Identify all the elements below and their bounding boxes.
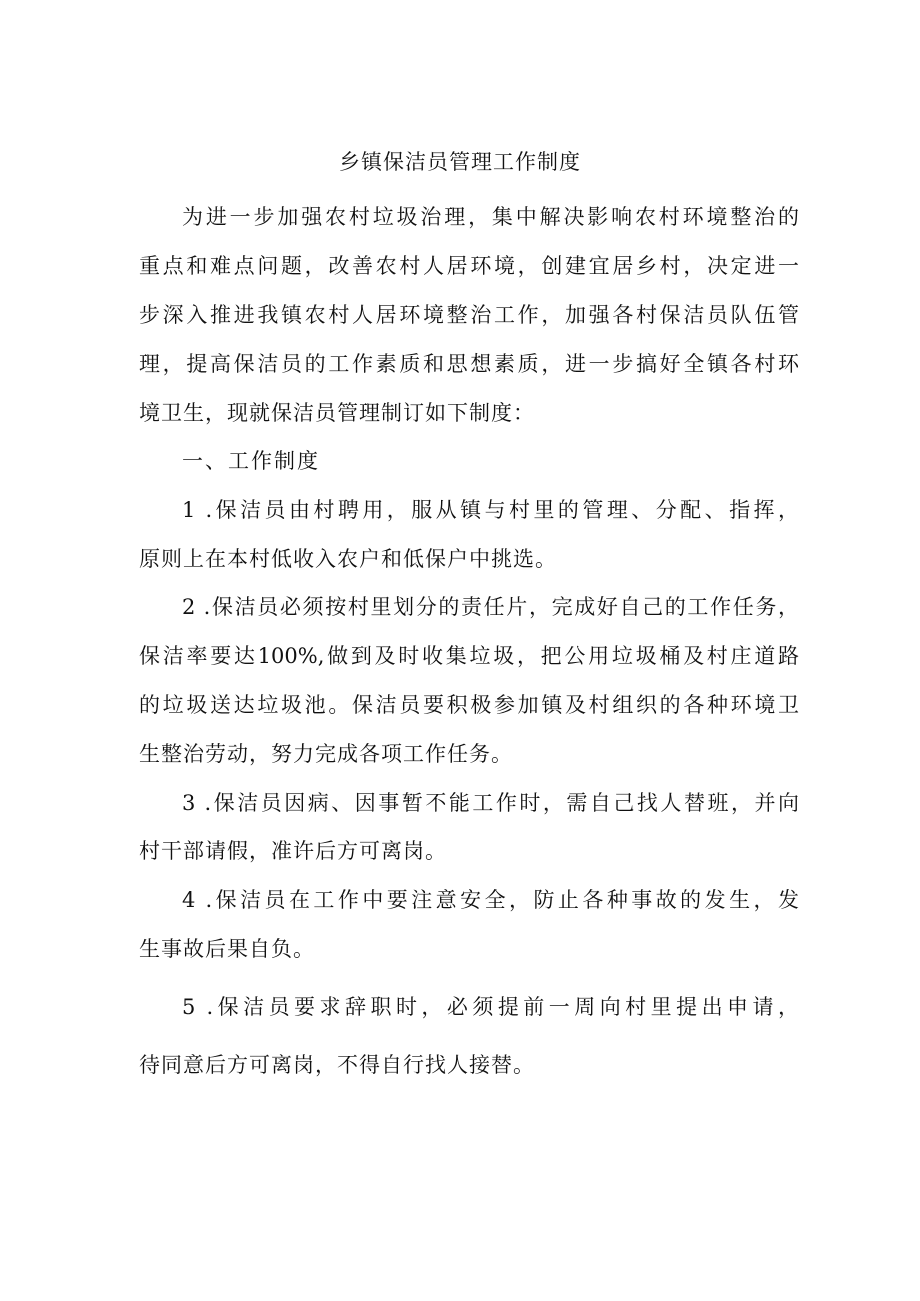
intro-line: 步深入推进我镇农村人居环境整治工作，加强各村保洁员队伍管	[139, 303, 799, 327]
item-2-line: 保洁率要达100%,做到及时收集垃圾，把公用垃圾桶及村庄道路	[139, 644, 799, 668]
intro-line: 重点和难点问题，改善农村人居环境，创建宜居乡村，决定进一	[139, 254, 799, 278]
item-4-line: 生事故后果自负。	[139, 937, 315, 961]
intro-line: 理，提高保洁员的工作素质和思想素质，进一步搞好全镇各村环	[139, 352, 799, 376]
item-5-line: 5 .保洁员要求辞职时，必须提前一周向村里提出申请，	[182, 995, 799, 1019]
item-3-line: 村干部请假，准许后方可离岗。	[139, 839, 447, 863]
intro-line: 境卫生，现就保洁员管理制订如下制度：	[139, 401, 535, 425]
document-title: 乡镇保洁员管理工作制度	[339, 150, 581, 174]
item-3-line: 3 .保洁员因病、因事暂不能工作时，需自己找人替班，并向	[182, 791, 799, 815]
item-1-line: 1 .保洁员由村聘用，服从镇与村里的管理、分配、指挥，	[182, 498, 799, 522]
item-2-line: 生整治劳动，努力完成各项工作任务。	[139, 742, 513, 766]
item-2-line: 的垃圾送达垃圾池。保洁员要积极参加镇及村组织的各种环境卫	[139, 693, 799, 717]
item-2-line: 2 .保洁员必须按村里划分的责任片，完成好自己的工作任务，	[182, 595, 799, 619]
item-1-line: 原则上在本村低收入农户和低保户中挑选。	[139, 547, 557, 571]
item-5-line: 待同意后方可离岗，不得自行找人接替。	[139, 1053, 535, 1077]
section-heading: 一、工作制度	[182, 449, 320, 473]
intro-line: 为进一步加强农村垃圾治理，集中解决影响农村环境整治的	[182, 205, 799, 229]
item-4-line: 4 .保洁员在工作中要注意安全，防止各种事故的发生，发	[182, 888, 799, 912]
